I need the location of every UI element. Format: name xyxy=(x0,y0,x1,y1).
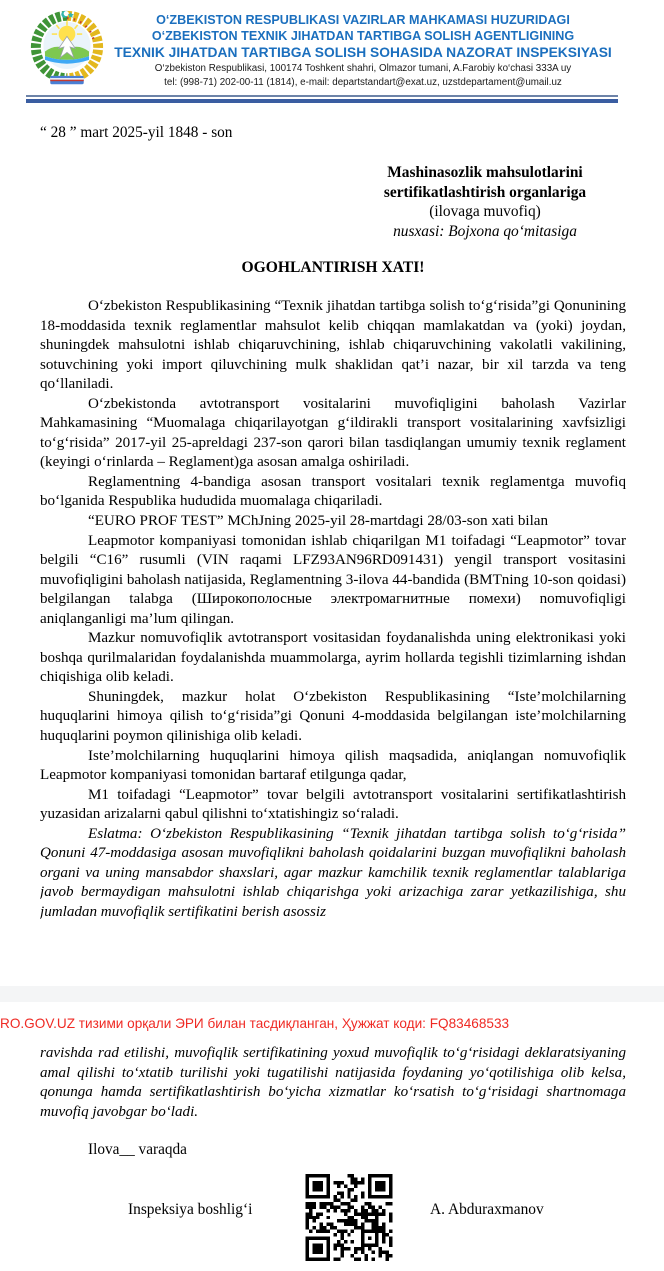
signer-position: Inspeksiya boshlig‘i xyxy=(128,1201,253,1218)
addressee-line-2: sertifikatlashtirish organlariga xyxy=(383,183,587,201)
body-paragraph-9: M1 toifadagi “Leapmotor” tovar belgili avtotransport vositalarini sertifikatlashtirish yuzasidan arizalarni qabul qilishni to‘xtatishingiz so‘raladi. xyxy=(40,786,626,823)
body-paragraph-6: Mazkur nomuvofiqlik avtotransport vositasidan foydanalishda uning elektronikasi yoki boshqa qurilmalaridan foydalanishda muammolarga, ayrim hollarda tegishli tizimlarning ishdan chiqishiga olib keladi. xyxy=(40,630,626,686)
body-paragraph-2: O‘zbekistonda avtotransport vositalarini muvofiqligini baholash Vazirlar Mahkamasining “Muomalaga chiqarilayotgan g‘ildirakli transport vositalarining xavfsizligi to‘g‘risida” 2017-yil 25-apreldagi 237-son qarori bilan tasdiqlangan umumiy texnik reglament (keyingi o‘rinlarda – Reglament)ga asosan amalga oshiriladi. xyxy=(40,395,626,471)
org-name-line-2: O‘ZBEKISTON TEXNIK JIHATDAN TARTIBGA SOLISH AGENTLIGINING xyxy=(151,29,575,43)
note-continuation-block xyxy=(40,1044,626,1122)
org-address-line: O‘zbekiston Respublikasi, 100174 Toshkent shahri, Olmazor tumani, A.Farobiy ko‘chasi 333A uy xyxy=(154,63,572,74)
addressee-line-3: (ilovaga muvofiq) xyxy=(429,203,541,221)
addressee-line-1: Mashinasozlik mahsulotlarini xyxy=(387,164,583,181)
addressee-block xyxy=(360,163,610,241)
page-break-band xyxy=(0,986,664,1002)
attachment-line: Ilova__ varaqda xyxy=(88,1141,187,1158)
org-contact-line: tel: (998-71) 202-00-11 (1814), e-mail: departstandart@exat.uz, uzstdepartament@umail.uz xyxy=(164,76,562,88)
letter-title: OGOHLANTIRISH XATI! xyxy=(241,259,425,276)
body-paragraph-7: Shuningdek, mazkur holat O‘zbekiston Respublikasining “Iste’molchilarning huquqlarini himoya qilish to‘g‘risida”gi Qonuni 4-moddasida belgilangan iste’molchilarning huquqlarini poymon qilinishiga olib keladi. xyxy=(40,688,626,745)
note-paragraph: Eslatma: O‘zbekiston Respublikasining “Texnik jihatdan tartibga solish to‘g‘risida” Qonuni 47-moddasiga asosan muvofiqlikni baholash qoidalarini buzgan muvofiqlikni baholash organi va uning mansabdor shaxslari, agar mazkur kamchilik texnik reglamentlar talablariga javob bermaydigan mahsulotni ishlab chiqarishga yoki arizachiga zarar yetkazilishiga, shu jumladan muvofiqlik sertifikatini berish asossiz xyxy=(40,825,626,920)
body-paragraph-3: Reglamentning 4-bandiga asosan transport vositalari texnik reglamentga muvofiq bo‘lganida Respublika hududida muomalaga chiqariladi. xyxy=(40,473,626,510)
body-paragraph-4: “EURO PROF TEST” MChJning 2025-yil 28-martdagi 28/03-son xati bilan xyxy=(88,513,549,530)
org-name-line-1: O‘ZBEKISTON RESPUBLIKASI VAZIRLAR MAHKAMASI HUZURIDAGI xyxy=(156,13,570,27)
body-paragraph-5: Leapmotor kompaniyasi tomonidan ishlab chiqarilgan M1 toifadagi “Leapmotor” tovar belgili “C16” rusumli (VIN raqami LFZ93AN96RD091431) yengil transport vositasini muvofiqligini baholash natijasida, Reglamentning 3-ilova 44-bandida (BMTning 10-son qoidasi) belgilangan talabga (Широкополосные электромагнитные помехи) nomuvofiqligi aniqlanganligi ma’lum qilingan. xyxy=(40,532,626,627)
letterhead xyxy=(62,12,664,89)
esign-stamp-line: RO.GOV.UZ тизими орқали ЭРИ билан тасдиқланган, Ҳужжат коди: FQ83468533 xyxy=(0,1016,510,1031)
body-paragraph-8: Iste’molchilarning huquqlarini himoya qilish maqsadida, aniqlangan nomuvofiqlik Leapmotor kompaniyasi tomonidan bartaraf etilgunga qadar, xyxy=(40,747,626,784)
addressee-line-4: nusxasi: Bojxona qo‘mitasiga xyxy=(393,222,577,240)
signer-name: A. Abduraxmanov xyxy=(430,1201,544,1218)
header-divider xyxy=(26,95,618,103)
letter-date-number: “ 28 ” mart 2025-yil 1848 - son xyxy=(40,124,233,141)
body-paragraph-1: O‘zbekiston Respublikasining “Texnik jihatdan tartibga solish to‘g‘risida”gi Qonunining 18-moddasida texnik reglamentlar mahsulot kelib chiqqan mamlakatdan va (yoki) joydan, shuningdek mahsulotni ishlab chiqaruvchining, ishlab chiqaruvchining vakolatli vakilining, sotuvchining yoki import qiluvchining mulk shaklidan qat’i nazar, bir xil tarzda va teng qo‘llaniladi. xyxy=(40,298,626,393)
divider-thick-line xyxy=(26,99,618,103)
letter-body xyxy=(40,297,626,945)
qr-code xyxy=(304,1174,394,1261)
org-name-line-3: TEXNIK JIHATDAN TARTIBGA SOLISH SOHASIDA NAZORAT INSPEKSIYASI xyxy=(114,45,612,60)
note-continuation-paragraph: ravishda rad etilishi, muvofiqlik sertifikatining yoxud muvofiqlik to‘g‘risidagi deklaratsiyaning amal qilishi to‘xtatib turilishi yoki tugatilishi natijasida foydaning yo‘qotilishiga olib kelsa, qonunga hamda sertifikatlashtirish bo‘yicha xizmatlar ko‘rsatish to‘g‘risidagi shartnomaga muvofiq javobgar bo‘ladi. xyxy=(40,1045,626,1120)
